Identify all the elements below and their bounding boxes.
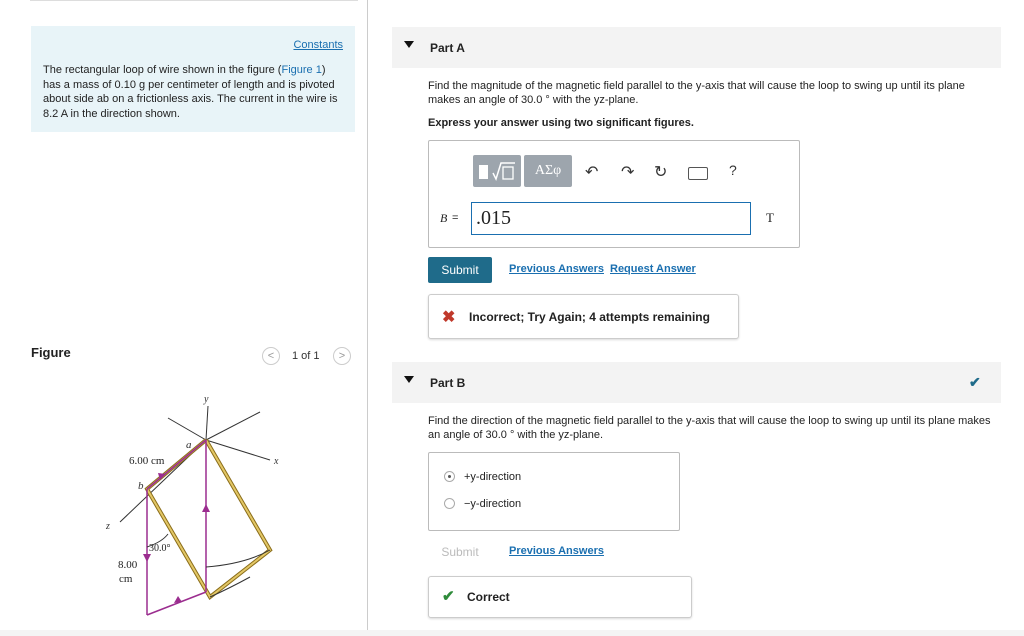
label-z: z	[106, 521, 110, 532]
current-arrow-up	[202, 504, 210, 512]
top-divider	[30, 0, 358, 1]
caret-down-icon	[404, 376, 414, 383]
problem-text-part1: The rectangular loop of wire shown in the figure (	[43, 64, 282, 76]
label-side-ab: 6.00 cm	[129, 455, 165, 467]
redo-icon[interactable]: ↷	[621, 164, 635, 181]
label-y: y	[204, 394, 209, 405]
greek-symbols-button[interactable]: ΑΣφ	[524, 155, 572, 187]
problem-statement-panel	[31, 26, 355, 132]
current-arrow-bottom	[174, 596, 182, 603]
templates-button[interactable]	[473, 155, 521, 187]
label-side-length-2: cm	[119, 573, 133, 585]
figure-pager-text: 1 of 1	[292, 350, 320, 362]
choice-label-minus-y[interactable]: −y-direction	[464, 498, 522, 510]
label-a: a	[186, 439, 192, 451]
templates-icon	[473, 155, 521, 187]
x-icon: ✖	[442, 309, 456, 326]
part-a-title: Part A	[430, 41, 465, 55]
equals-sign: =	[452, 212, 459, 224]
feedback-incorrect	[428, 294, 739, 339]
feedback-correct	[428, 576, 692, 618]
reset-icon[interactable]: ↻	[654, 164, 668, 181]
loop-figure	[100, 392, 290, 622]
problem-statement-text	[43, 63, 343, 121]
help-icon[interactable]: ?	[729, 162, 737, 178]
feedback-incorrect-text: Incorrect; Try Again; 4 attempts remaining	[469, 310, 710, 324]
submit-button-part-a[interactable]: Submit	[428, 257, 492, 283]
part-a-instruction: Express your answer using two significant figures.	[428, 117, 694, 129]
previous-answers-link-part-b[interactable]: Previous Answers	[509, 545, 604, 557]
checkmark-icon: ✔	[969, 374, 981, 390]
current-arrow-down	[143, 554, 151, 562]
previous-answers-link-part-a[interactable]: Previous Answers	[509, 263, 604, 275]
undo-icon[interactable]: ↶	[585, 164, 599, 181]
figure-next-button[interactable]: >	[333, 347, 351, 365]
part-b-question: Find the direction of the magnetic field parallel to the y-axis that will cause the loop to swing up until its plane makes an angle of 30.0 ° with the yz-plane.	[428, 415, 991, 441]
constants-link[interactable]: Constants	[293, 39, 343, 51]
loop-bottom	[147, 592, 206, 615]
figure-heading: Figure	[31, 345, 71, 360]
answer-input[interactable]	[471, 202, 751, 235]
label-x: x	[274, 456, 279, 467]
part-b-title: Part B	[430, 376, 466, 390]
problem-text-part2: ) has a mass of 0.10 g per centimeter of length and is pivoted about side ab on a frictionless axis. The current in the wire is 8.2 A in the direction shown.	[43, 64, 338, 120]
label-b: b	[138, 480, 144, 492]
label-angle: 30.0°	[149, 543, 171, 554]
variable-label: B	[440, 211, 448, 225]
radio-minus-y[interactable]	[444, 498, 455, 509]
unit-label: T	[766, 210, 774, 225]
figure-prev-button[interactable]: <	[262, 347, 280, 365]
figure-link[interactable]: Figure 1	[281, 64, 322, 76]
caret-down-icon	[404, 41, 414, 48]
request-answer-link[interactable]: Request Answer	[610, 263, 696, 275]
radio-plus-y[interactable]	[444, 471, 455, 482]
axis-upper-left	[168, 418, 206, 440]
part-b-header[interactable]	[392, 362, 1001, 403]
part-a-question: Find the magnitude of the magnetic field parallel to the y-axis that will cause the loop to swing up until its plane makes an angle of 30.0 ° with the yz-plane.	[428, 80, 965, 106]
bottom-bar	[0, 630, 1024, 636]
feedback-correct-text: Correct	[467, 590, 510, 604]
y-axis	[206, 406, 208, 440]
choice-label-plus-y[interactable]: +y-direction	[464, 471, 522, 483]
column-divider	[367, 0, 368, 636]
keyboard-icon[interactable]	[688, 167, 708, 180]
submit-button-part-b: Submit	[428, 539, 492, 565]
check-icon: ✔	[442, 588, 455, 605]
axis-upper-right	[206, 412, 260, 440]
part-a-header[interactable]	[392, 27, 1001, 68]
choice-box	[428, 452, 680, 531]
label-side-length-1: 8.00	[118, 559, 138, 571]
